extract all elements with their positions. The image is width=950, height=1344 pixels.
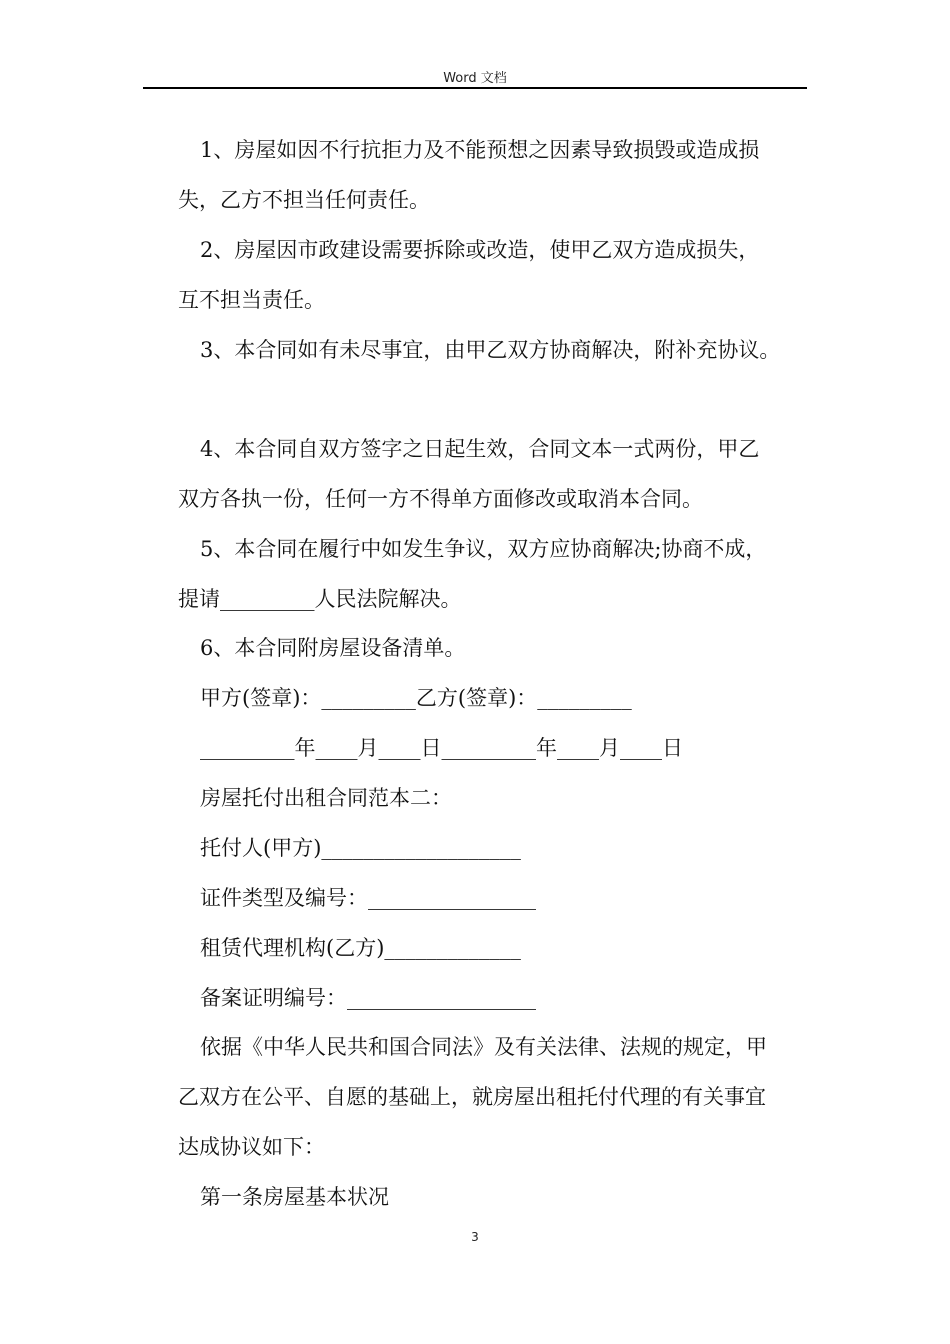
paragraph-line: 提请_________人民法院解决。	[178, 587, 462, 611]
paragraph-line: 5、本合同在履行中如发生争议，双方应协商解决;协商不成，	[200, 537, 767, 561]
page-number: 3	[471, 1230, 479, 1244]
section-title: 房屋托付出租合同范本二：	[200, 786, 452, 810]
page-header-title: Word 文档	[443, 71, 507, 86]
date-line: _________年____月____日_________年____月____日	[200, 736, 683, 760]
paragraph-line: 3、本合同如有未尽事宜，由甲乙双方协商解决，附补充协议。	[200, 338, 781, 362]
form-field-line: 租赁代理机构(乙方)_____________	[200, 936, 521, 960]
form-field-line: 证件类型及编号：________________	[200, 886, 536, 910]
paragraph-line: 2、房屋因市政建设需要拆除或改造，使甲乙双方造成损失，	[200, 238, 760, 262]
paragraph-line: 失，乙方不担当任何责任。	[178, 188, 430, 212]
paragraph-line: 双方各执一份，任何一方不得单方面修改或取消本合同。	[178, 487, 703, 511]
paragraph-line: 依据《中华人民共和国合同法》及有关法律、法规的规定，甲	[200, 1035, 767, 1059]
paragraph-line: 达成协议如下：	[178, 1135, 325, 1159]
article-heading: 第一条房屋基本状况	[200, 1185, 389, 1209]
paragraph-line: 4、本合同自双方签字之日起生效，合同文本一式两份，甲乙	[200, 437, 760, 461]
header-divider	[143, 87, 807, 89]
paragraph-line: 乙双方在公平、自愿的基础上，就房屋出租托付代理的有关事宜	[178, 1085, 766, 1109]
form-field-line: 托付人(甲方)___________________	[200, 836, 521, 860]
signature-line: 甲方(签章)：_________乙方(签章)：_________	[200, 686, 632, 710]
paragraph-line: 1、房屋如因不行抗拒力及不能预想之因素导致损毁或造成损	[200, 138, 760, 162]
paragraph-line: 互不担当责任。	[178, 288, 325, 312]
form-field-line: 备案证明编号：__________________	[200, 986, 536, 1010]
paragraph-line: 6、本合同附房屋设备清单。	[200, 636, 466, 660]
